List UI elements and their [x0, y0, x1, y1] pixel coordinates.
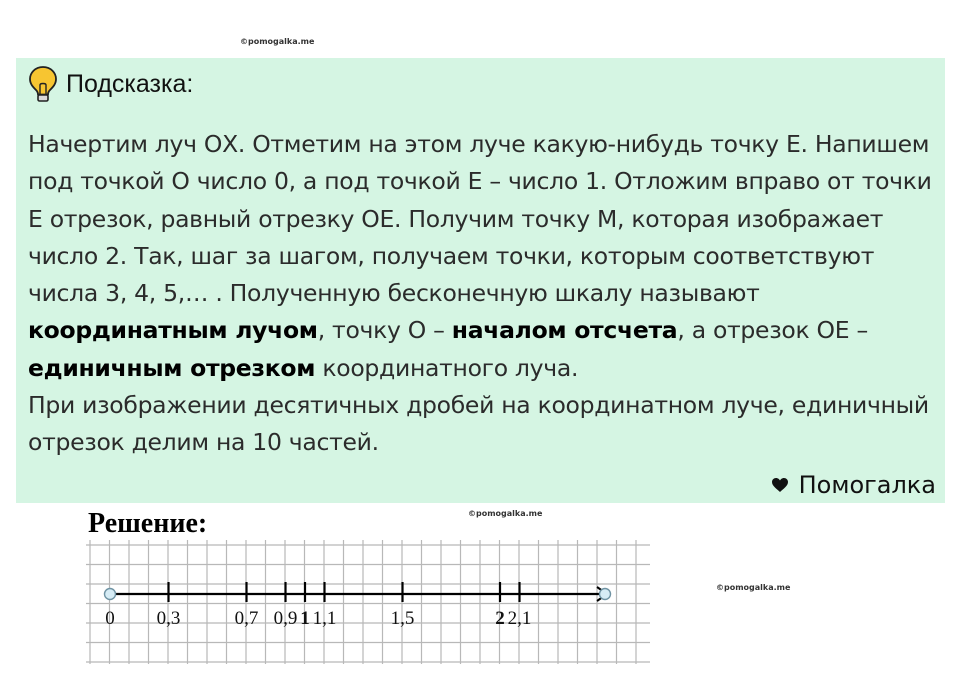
- hint-box: [16, 58, 945, 503]
- hint-text-segment: координатного луча.: [315, 353, 579, 382]
- watermark: ©pomogalka.me: [468, 509, 543, 518]
- brand: [771, 467, 936, 503]
- hint-text: [28, 126, 933, 462]
- term-coordinate-ray: координатным лучом: [28, 316, 318, 345]
- hint-text-segment: Начертим луч ОХ. Отметим на этом луче какую-нибудь точку Е. Напишем под точкой О число 0, а под точкой Е – число 1. Отложим вправо от точки Е отрезок, равный отрезку ОЕ. Получим точку М, которая изображает число 2. Так, шаг за шагом, получаем точки, которым соответствуют числа 3, 4, 5,… . Полученную бесконечную шкалу называют: [28, 130, 932, 308]
- tick-label: 0,7: [234, 608, 259, 629]
- tick-label: 0: [105, 608, 115, 629]
- hint-text-segment: , точку О –: [317, 316, 452, 345]
- coordinate-ray-figure: [86, 540, 650, 664]
- hint-paragraph: При изображении десятичных дробей на координатном луче, единичный отрезок делим на 10 частей.: [28, 391, 929, 457]
- lightbulb-icon: [28, 65, 58, 103]
- ray-end-point: [600, 589, 611, 600]
- brand-name: Помогалка: [798, 471, 936, 499]
- ray-origin-point: [105, 589, 116, 600]
- tick-label: 1: [300, 608, 310, 629]
- hint-text-segment: , а отрезок ОЕ –: [677, 316, 868, 345]
- hint-title: Подсказка:: [66, 69, 194, 98]
- tick-label: 2: [495, 608, 505, 629]
- tick-label: 0,9: [273, 608, 298, 629]
- coordinate-ray-svg: [86, 540, 650, 664]
- heart-icon: [771, 477, 789, 493]
- watermark: ©pomogalka.me: [240, 37, 315, 46]
- tick-label: 1,5: [390, 608, 415, 629]
- hint-header: [28, 64, 193, 104]
- hint-paragraph: [28, 126, 933, 387]
- tick-label: 1,1: [312, 608, 337, 629]
- solution-title: Решение:: [88, 508, 208, 539]
- tick-label: 0,3: [156, 608, 181, 629]
- term-origin: началом отсчета: [451, 316, 678, 345]
- term-unit-segment: единичным отрезком: [28, 353, 316, 382]
- watermark: ©pomogalka.me: [716, 583, 791, 592]
- tick-label: 2,1: [507, 608, 532, 629]
